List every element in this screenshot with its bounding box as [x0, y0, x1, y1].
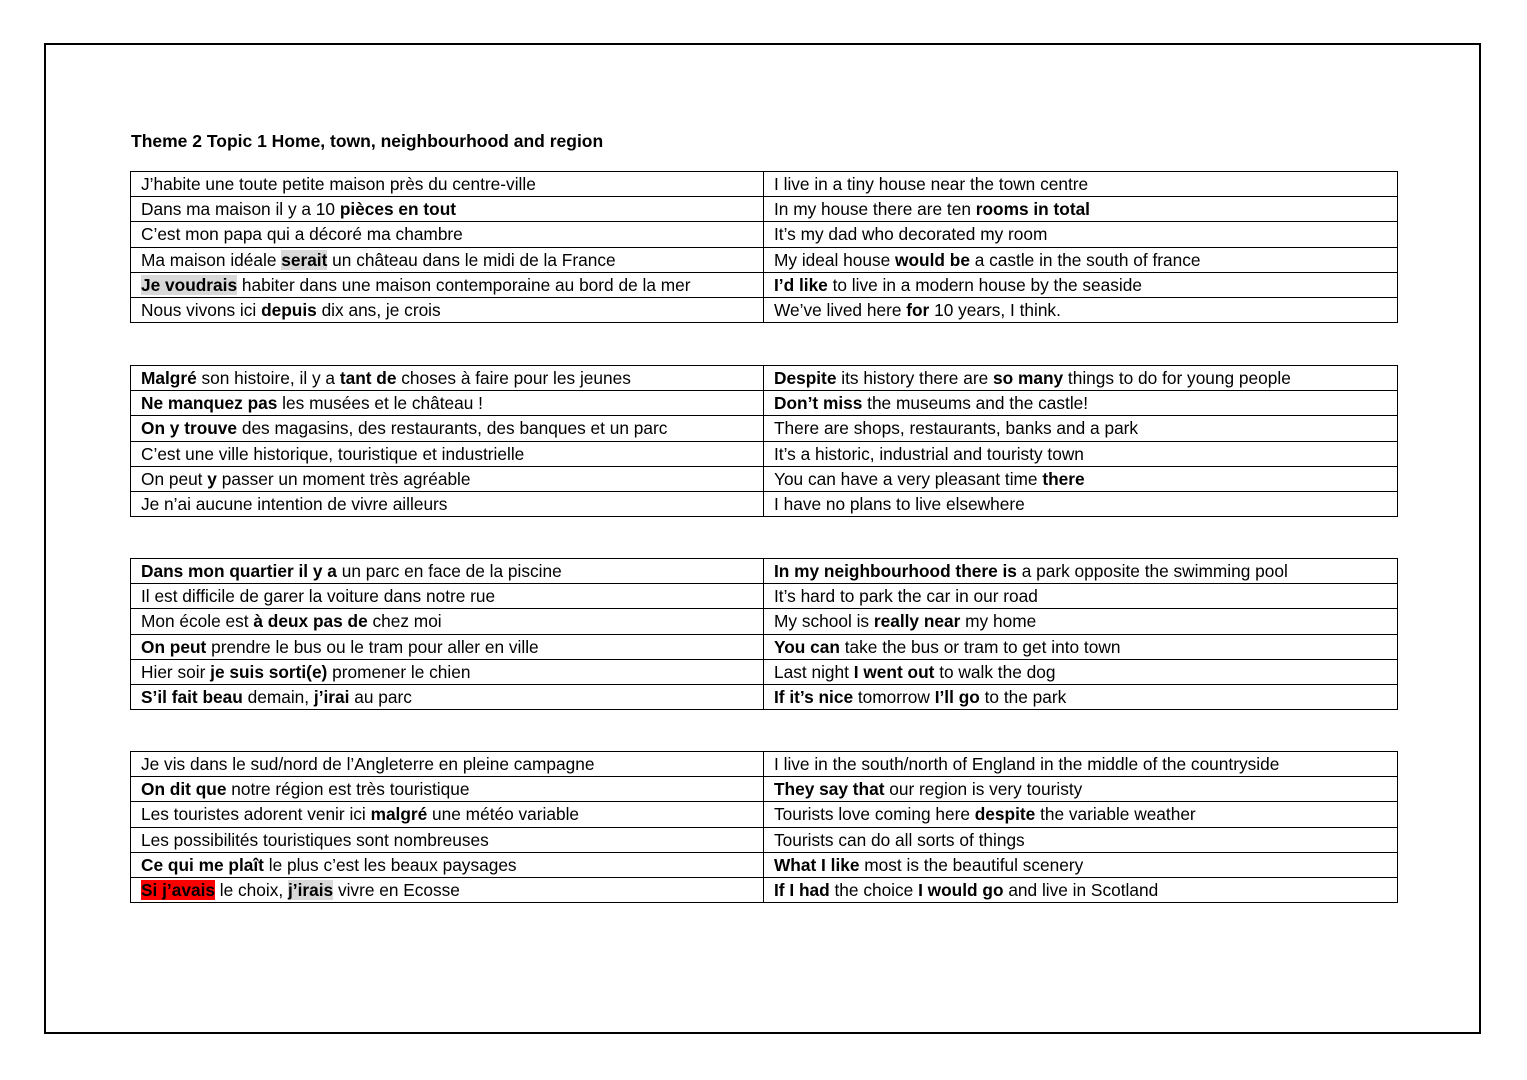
key-phrase: On peut — [141, 636, 207, 657]
phrase-text: Tourists love coming here — [774, 804, 975, 825]
key-phrase: je suis sorti(e) — [210, 661, 328, 682]
key-phrase: j’irai — [313, 687, 350, 708]
phrase-text: Les touristes adorent venir ici — [141, 804, 371, 825]
key-phrase: so many — [993, 368, 1064, 389]
key-phrase: Si j’avais — [141, 880, 215, 901]
phrase-text: Les possibilités touristiques sont nombreuses — [141, 829, 489, 850]
phrase-text: a park opposite the swimming pool — [1016, 561, 1288, 582]
table-row — [131, 366, 1398, 391]
english-translation-cell — [764, 584, 1398, 609]
table-row — [131, 559, 1398, 584]
phrase-text: It’s hard to park the car in our road — [774, 586, 1038, 607]
english-translation-cell — [764, 416, 1398, 441]
key-phrase: I’d like — [774, 274, 828, 295]
english-translation-cell — [764, 172, 1398, 197]
phrase-text: C’est mon papa qui a décoré ma chambre — [141, 224, 463, 245]
french-phrase-cell — [131, 491, 764, 516]
phrase-text: prendre le bus ou le tram pour aller en ville — [206, 636, 539, 657]
french-phrase-cell — [131, 247, 764, 272]
phrase-text: the choice — [829, 880, 919, 901]
french-phrase-cell — [131, 802, 764, 827]
phrase-text: My ideal house — [774, 249, 896, 270]
page-title: Theme 2 Topic 1 Home, town, neighbourhood and region — [131, 131, 604, 151]
table-row — [131, 752, 1398, 777]
english-translation-cell — [764, 609, 1398, 634]
phrase-text: You can have a very pleasant time — [774, 468, 1043, 489]
phrase-text: Mon école est — [141, 611, 254, 632]
key-phrase: would be — [895, 249, 970, 270]
french-phrase-cell — [131, 297, 764, 322]
table-row — [131, 852, 1398, 877]
english-translation-cell — [764, 197, 1398, 222]
phrase-text: my home — [960, 611, 1037, 632]
phrase-text: things to do for young people — [1063, 368, 1291, 389]
table-row — [131, 584, 1398, 609]
key-phrase: Ce qui me plaît — [141, 854, 264, 875]
phrase-text: une météo variable — [427, 804, 580, 825]
table-row — [131, 802, 1398, 827]
phrase-text: I live in a tiny house near the town centre — [774, 174, 1089, 195]
french-phrase-cell — [131, 366, 764, 391]
table-row — [131, 777, 1398, 802]
english-translation-cell — [764, 366, 1398, 391]
phrase-text: le plus c’est les beaux paysages — [263, 854, 517, 875]
french-phrase-cell — [131, 272, 764, 297]
key-phrase: j’irais — [287, 880, 334, 901]
english-translation-cell — [764, 659, 1398, 684]
key-phrase: y — [207, 468, 217, 489]
key-phrase: I would go — [918, 880, 1004, 901]
key-phrase: Don’t miss — [774, 393, 863, 414]
phrase-text: habiter dans une maison contemporaine au bord de la mer — [237, 274, 691, 295]
table-row — [131, 609, 1398, 634]
phrase-text: Je n’ai aucune intention de vivre ailleurs — [141, 494, 448, 515]
phrase-text: to walk the dog — [934, 661, 1056, 682]
vocab-table-town — [130, 365, 1398, 517]
english-translation-cell — [764, 684, 1398, 709]
vocab-table-neighbourhood — [130, 558, 1398, 710]
phrase-text: Nous vivons ici — [141, 300, 262, 321]
key-phrase: for — [906, 300, 930, 321]
english-translation-cell — [764, 827, 1398, 852]
phrase-text: My school is — [774, 611, 874, 632]
table-row — [131, 297, 1398, 322]
french-phrase-cell — [131, 559, 764, 584]
key-phrase: really near — [873, 611, 961, 632]
phrase-text: passer un moment très agréable — [216, 468, 471, 489]
table-row — [131, 491, 1398, 516]
key-phrase: despite — [974, 804, 1036, 825]
english-translation-cell — [764, 441, 1398, 466]
phrase-text: We’ve lived here — [774, 300, 907, 321]
french-phrase-cell — [131, 877, 764, 902]
table-row — [131, 391, 1398, 416]
phrase-text: C’est une ville historique, touristique et industrielle — [141, 443, 525, 464]
french-phrase-cell — [131, 584, 764, 609]
phrase-text: its history there are — [836, 368, 993, 389]
key-phrase: there — [1042, 468, 1085, 489]
table-row — [131, 877, 1398, 902]
french-phrase-cell — [131, 659, 764, 684]
key-phrase: depuis — [261, 300, 317, 321]
french-phrase-cell — [131, 416, 764, 441]
phrase-text: a castle in the south of france — [969, 249, 1201, 270]
vocab-table-home — [130, 171, 1398, 323]
phrase-text: It’s a historic, industrial and touristy town — [774, 443, 1084, 464]
english-translation-cell — [764, 634, 1398, 659]
key-phrase: On dit que — [141, 779, 227, 800]
phrase-text: our region is very touristy — [884, 779, 1083, 800]
phrase-text: and live in Scotland — [1003, 880, 1159, 901]
key-phrase: Malgré — [141, 368, 197, 389]
key-phrase: They say that — [774, 779, 885, 800]
key-phrase: tant de — [339, 368, 397, 389]
table-row — [131, 634, 1398, 659]
french-phrase-cell — [131, 634, 764, 659]
french-phrase-cell — [131, 752, 764, 777]
phrase-text: most is the beautiful scenery — [859, 854, 1084, 875]
french-phrase-cell — [131, 827, 764, 852]
phrase-text: to live in a modern house by the seaside — [827, 274, 1142, 295]
phrase-text: take the bus or tram to get into town — [839, 636, 1121, 657]
french-phrase-cell — [131, 222, 764, 247]
english-translation-cell — [764, 877, 1398, 902]
phrase-text: On peut — [141, 468, 208, 489]
key-phrase: S’il fait beau — [141, 687, 243, 708]
french-phrase-cell — [131, 684, 764, 709]
key-phrase: Dans mon quartier il y a — [141, 561, 337, 582]
phrase-text: I live in the south/north of England in the middle of the countryside — [774, 754, 1280, 775]
phrase-text: Tourists can do all sorts of things — [774, 829, 1025, 850]
phrase-text: the variable weather — [1035, 804, 1196, 825]
phrase-text: son histoire, il y a — [196, 368, 340, 389]
phrase-text: un château dans le midi de la France — [327, 249, 616, 270]
phrase-text: le choix, — [214, 880, 288, 901]
table-row — [131, 247, 1398, 272]
french-phrase-cell — [131, 466, 764, 491]
phrase-text: 10 years, I think. — [929, 300, 1061, 321]
phrase-text: demain, — [242, 687, 314, 708]
phrase-text: Dans ma maison il y a 10 — [141, 199, 340, 220]
key-phrase: If I had — [774, 880, 830, 901]
english-translation-cell — [764, 272, 1398, 297]
phrase-text: the museums and the castle! — [862, 393, 1089, 414]
table-row — [131, 466, 1398, 491]
phrase-text: au parc — [349, 687, 412, 708]
key-phrase: serait — [281, 249, 328, 270]
phrase-text: des magasins, des restaurants, des banques et un parc — [237, 418, 668, 439]
key-phrase: Ne manquez pas — [141, 393, 278, 414]
english-translation-cell — [764, 491, 1398, 516]
phrase-text: to the park — [979, 687, 1067, 708]
table-row — [131, 441, 1398, 466]
phrase-text: vivre en Ecosse — [333, 880, 460, 901]
key-phrase: Je voudrais — [141, 274, 238, 295]
english-translation-cell — [764, 222, 1398, 247]
english-translation-cell — [764, 297, 1398, 322]
table-row — [131, 659, 1398, 684]
phrase-text: I have no plans to live elsewhere — [774, 494, 1025, 515]
phrase-text: J’habite une toute petite maison près du centre-ville — [141, 174, 536, 195]
phrase-text: les musées et le château ! — [277, 393, 483, 414]
phrase-text: un parc en face de la piscine — [336, 561, 562, 582]
key-phrase: If it’s nice — [774, 687, 854, 708]
phrase-text: Hier soir — [141, 661, 211, 682]
phrase-text: In my house there are ten — [774, 199, 976, 220]
english-translation-cell — [764, 559, 1398, 584]
phrase-text: Il est difficile de garer la voiture dans notre rue — [141, 586, 496, 607]
key-phrase: à deux pas de — [253, 611, 368, 632]
french-phrase-cell — [131, 609, 764, 634]
phrase-text: notre région est très touristique — [226, 779, 470, 800]
table-row — [131, 827, 1398, 852]
english-translation-cell — [764, 752, 1398, 777]
table-row — [131, 416, 1398, 441]
french-phrase-cell — [131, 172, 764, 197]
french-phrase-cell — [131, 777, 764, 802]
key-phrase: Despite — [774, 368, 837, 389]
table-row — [131, 684, 1398, 709]
phrase-text: choses à faire pour les jeunes — [396, 368, 631, 389]
english-translation-cell — [764, 852, 1398, 877]
phrase-text: Je vis dans le sud/nord de l’Angleterre en pleine campagne — [141, 754, 595, 775]
key-phrase: You can — [774, 636, 840, 657]
phrase-text: There are shops, restaurants, banks and a park — [774, 418, 1139, 439]
english-translation-cell — [764, 391, 1398, 416]
english-translation-cell — [764, 802, 1398, 827]
phrase-text: Ma maison idéale — [141, 249, 282, 270]
key-phrase: I’ll go — [934, 687, 980, 708]
key-phrase: In my neighbourhood there is — [774, 561, 1017, 582]
phrase-text: dix ans, je crois — [316, 300, 441, 321]
phrase-text: chez moi — [367, 611, 442, 632]
key-phrase: I went out — [853, 661, 935, 682]
table-row — [131, 272, 1398, 297]
phrase-text: Last night — [774, 661, 854, 682]
key-phrase: rooms in total — [975, 199, 1090, 220]
french-phrase-cell — [131, 852, 764, 877]
key-phrase: What I like — [774, 854, 860, 875]
key-phrase: malgré — [370, 804, 428, 825]
table-row — [131, 197, 1398, 222]
english-translation-cell — [764, 247, 1398, 272]
key-phrase: On y trouve — [141, 418, 238, 439]
french-phrase-cell — [131, 391, 764, 416]
phrase-text: It’s my dad who decorated my room — [774, 224, 1048, 245]
key-phrase: pièces en tout — [339, 199, 457, 220]
french-phrase-cell — [131, 197, 764, 222]
english-translation-cell — [764, 466, 1398, 491]
phrase-text: promener le chien — [327, 661, 471, 682]
table-row — [131, 222, 1398, 247]
english-translation-cell — [764, 777, 1398, 802]
vocab-table-region — [130, 751, 1398, 903]
table-row — [131, 172, 1398, 197]
phrase-text: tomorrow — [853, 687, 935, 708]
french-phrase-cell — [131, 441, 764, 466]
